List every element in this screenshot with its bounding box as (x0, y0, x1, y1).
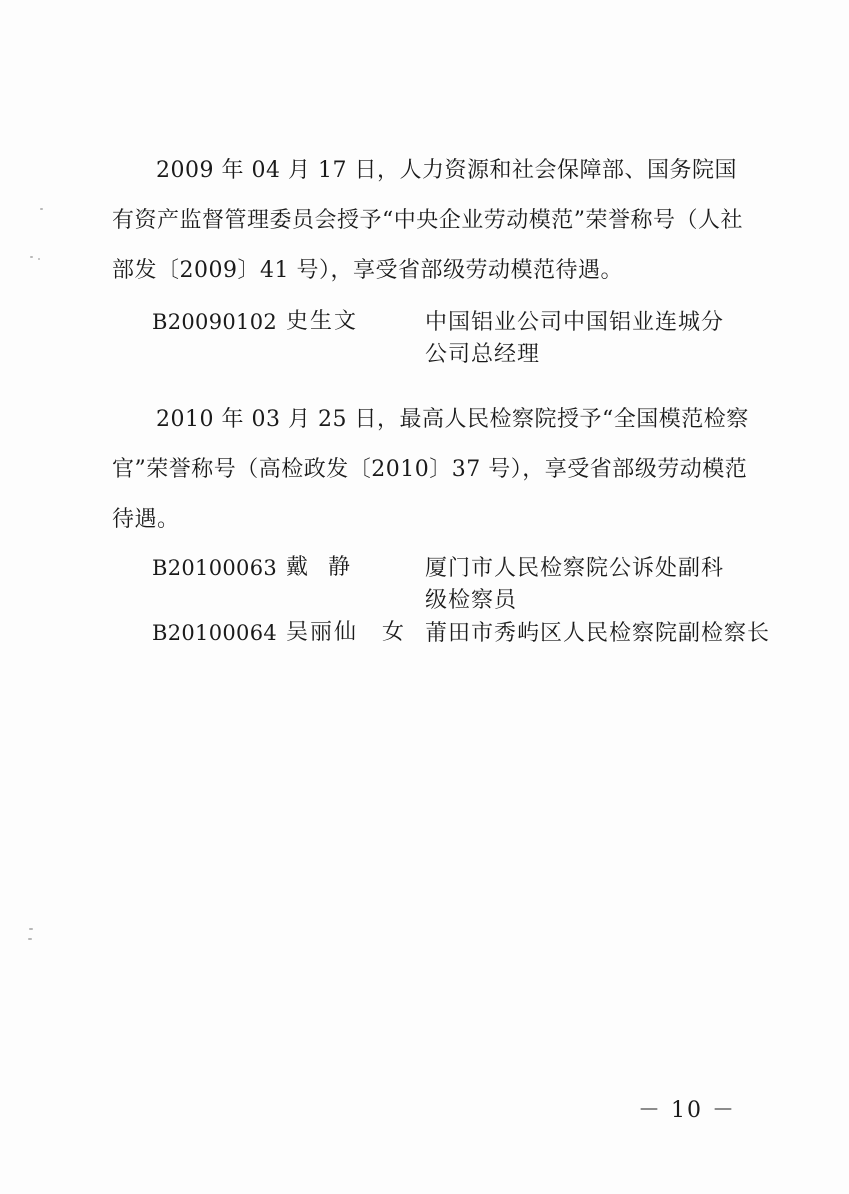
honoree-name: 戴 静 (286, 555, 352, 580)
scan-speck (40, 208, 43, 210)
honoree-organization: 中国铝业公司中国铝业连城分公司总经理 (425, 310, 725, 367)
honoree-code: B20100063 (152, 556, 278, 580)
scan-speck (28, 938, 32, 940)
honoree-organization: 莆田市秀屿区人民检察院副检察长 (425, 621, 771, 646)
honoree-name: 史生文 (286, 309, 359, 334)
honoree-code: B20100064 (152, 621, 278, 645)
award-paragraph-2010: 2010 年 03 月 25 日，最高人民检察院授予“全国模范检察官”荣誉称号（高检政发〔2010〕37 号），享受省部级劳动模范待遇。 (112, 407, 749, 532)
honoree-gender: 女 (382, 620, 405, 645)
page-number: － 10 － (638, 1098, 736, 1123)
scan-speck (29, 928, 33, 930)
honoree-code: B20090102 (152, 310, 278, 334)
scan-speck (30, 256, 33, 258)
award-paragraph-2009: 2009 年 04 月 17 日，人力资源和社会保障部、国务院国有资产监督管理委员会授予“中央企业劳动模范”荣誉称号（人社部发〔2009〕41 号），享受省部级劳动模范待遇。 (112, 158, 743, 283)
scan-speck (38, 258, 40, 260)
honoree-organization: 厦门市人民检察院公诉处副科级检察员 (425, 556, 725, 613)
honoree-name: 吴丽仙 (286, 620, 359, 645)
